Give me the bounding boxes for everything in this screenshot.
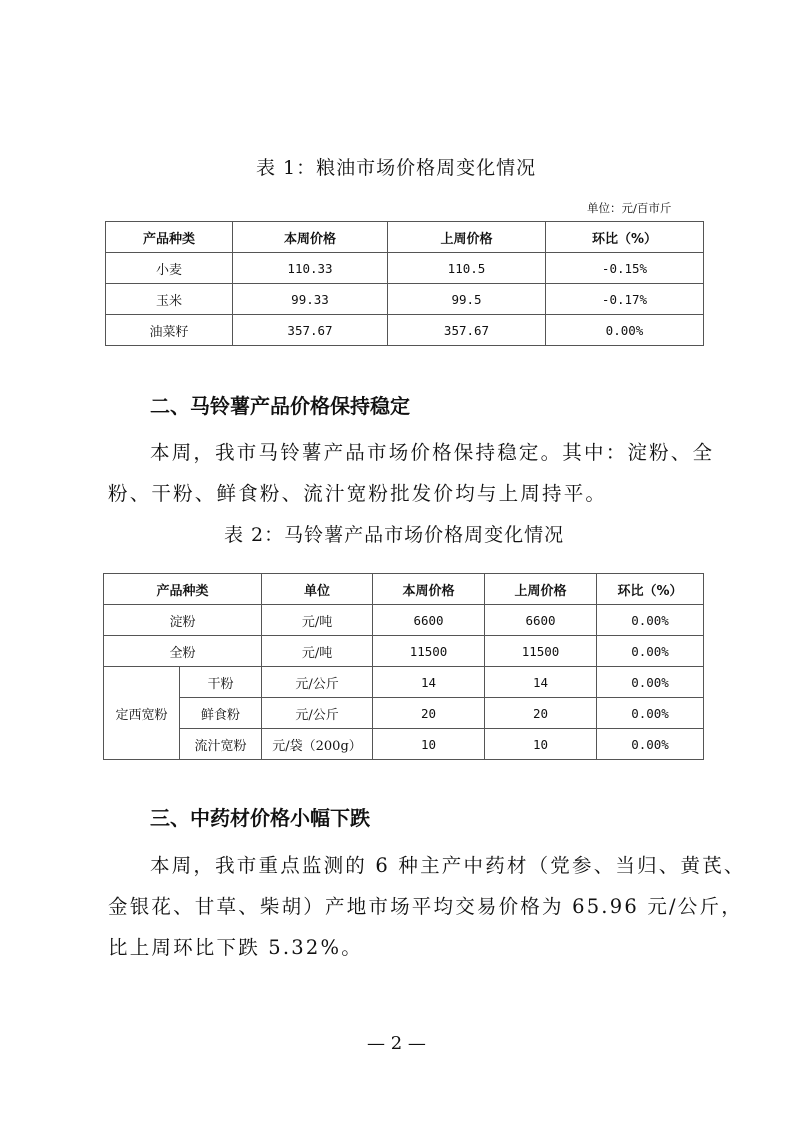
section2-paragraph-line2: 粉、干粉、鲜食粉、流汁宽粉批发价均与上周持平。 <box>108 482 608 505</box>
header-this-week: 本周价格 <box>233 222 388 253</box>
table1-unit-note: 单位：元/百市斤 <box>587 201 672 215</box>
cell-change: 0.00% <box>546 315 704 346</box>
cell-group-label: 定西宽粉 <box>104 667 180 760</box>
cell-this-week: 11500 <box>373 636 485 667</box>
cell-product: 流汁宽粉 <box>180 729 262 760</box>
cell-change: 0.00% <box>597 667 704 698</box>
header-change: 环比（%） <box>597 574 704 605</box>
cell-this-week: 99.33 <box>233 284 388 315</box>
cell-unit: 元/公斤 <box>262 698 373 729</box>
page-number: — 2 — <box>367 1033 426 1054</box>
cell-product: 油菜籽 <box>106 315 233 346</box>
table-row <box>104 667 704 698</box>
header-unit: 单位 <box>262 574 373 605</box>
section3-paragraph-line2: 金银花、甘草、柴胡）产地市场平均交易价格为 65.96 元/公斤， <box>108 895 743 918</box>
section3-paragraph-line3: 比上周环比下跌 5.32%。 <box>108 936 363 959</box>
cell-product: 淀粉 <box>104 605 262 636</box>
header-product: 产品种类 <box>106 222 233 253</box>
table-row <box>106 315 704 346</box>
table-row <box>104 729 704 760</box>
cell-this-week: 14 <box>373 667 485 698</box>
section2-paragraph-line1: 本周，我市马铃薯产品市场价格保持稳定。其中：淀粉、全 <box>150 441 715 464</box>
table-header-row <box>106 222 704 253</box>
cell-change: 0.00% <box>597 605 704 636</box>
cell-last-week: 14 <box>485 667 597 698</box>
cell-last-week: 10 <box>485 729 597 760</box>
cell-last-week: 11500 <box>485 636 597 667</box>
cell-unit: 元/吨 <box>262 605 373 636</box>
table-row <box>104 605 704 636</box>
cell-product: 干粉 <box>180 667 262 698</box>
header-change: 环比（%） <box>546 222 704 253</box>
cell-product: 鲜食粉 <box>180 698 262 729</box>
table-row <box>106 284 704 315</box>
cell-last-week: 20 <box>485 698 597 729</box>
cell-change: -0.17% <box>546 284 704 315</box>
cell-product: 小麦 <box>106 253 233 284</box>
cell-last-week: 110.5 <box>388 253 546 284</box>
cell-change: 0.00% <box>597 698 704 729</box>
table2-caption: 表 2：马铃薯产品市场价格周变化情况 <box>224 524 565 546</box>
section3-heading: 三、中药材价格小幅下跌 <box>150 806 370 830</box>
cell-this-week: 6600 <box>373 605 485 636</box>
cell-this-week: 357.67 <box>233 315 388 346</box>
header-last-week: 上周价格 <box>485 574 597 605</box>
cell-change: 0.00% <box>597 729 704 760</box>
table1-caption: 表 1：粮油市场价格周变化情况 <box>256 157 537 179</box>
table-row <box>106 253 704 284</box>
cell-product: 全粉 <box>104 636 262 667</box>
cell-unit: 元/袋（200g） <box>262 729 373 760</box>
header-this-week: 本周价格 <box>373 574 485 605</box>
section2-heading: 二、马铃薯产品价格保持稳定 <box>150 394 410 418</box>
cell-change: -0.15% <box>546 253 704 284</box>
cell-product: 玉米 <box>106 284 233 315</box>
cell-change: 0.00% <box>597 636 704 667</box>
cell-unit: 元/吨 <box>262 636 373 667</box>
table-row <box>104 698 704 729</box>
cell-this-week: 110.33 <box>233 253 388 284</box>
cell-last-week: 357.67 <box>388 315 546 346</box>
table-row <box>104 636 704 667</box>
cell-last-week: 99.5 <box>388 284 546 315</box>
cell-this-week: 10 <box>373 729 485 760</box>
cell-this-week: 20 <box>373 698 485 729</box>
table-header-row <box>104 574 704 605</box>
header-product: 产品种类 <box>104 574 262 605</box>
header-last-week: 上周价格 <box>388 222 546 253</box>
cell-unit: 元/公斤 <box>262 667 373 698</box>
grain-oil-price-table <box>105 221 704 346</box>
cell-last-week: 6600 <box>485 605 597 636</box>
potato-price-table <box>103 573 704 760</box>
section3-paragraph-line1: 本周，我市重点监测的 6 种主产中药材（党参、当归、黄芪、 <box>150 854 746 877</box>
